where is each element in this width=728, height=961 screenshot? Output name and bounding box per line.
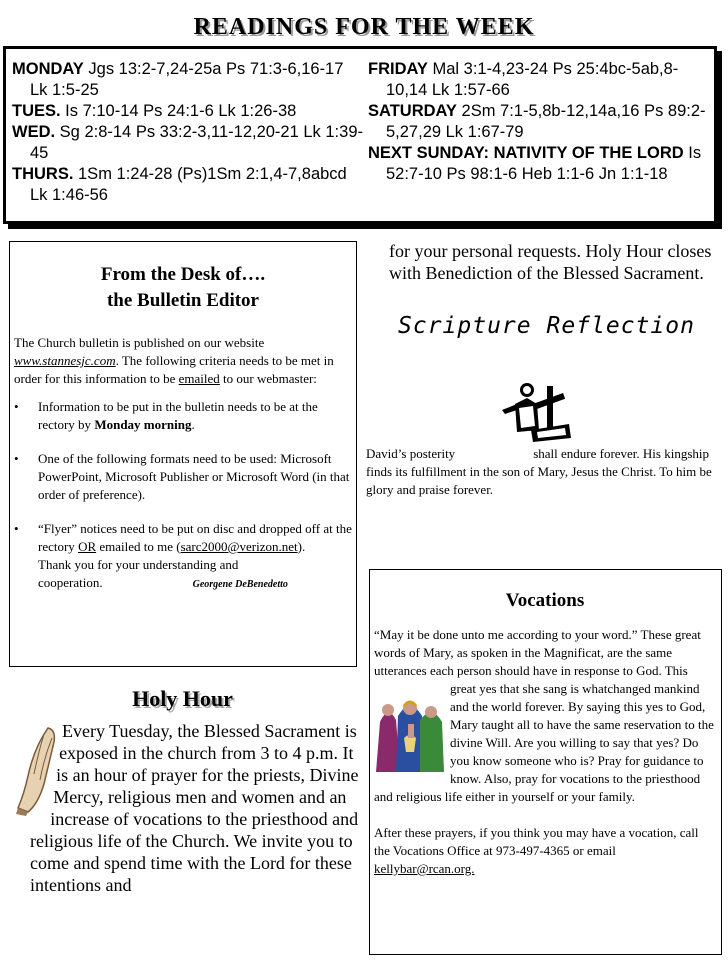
editor-box xyxy=(9,241,357,667)
vocations-title: Vocations xyxy=(505,590,585,611)
holy-family-clipart-icon xyxy=(374,682,446,776)
reading-text: 2Sm 7:1-5,8b-12,14a,16 Ps 89:2-5,27,29 Lk 1:67-79 xyxy=(386,102,706,141)
bullet-text: ). xyxy=(297,539,306,554)
reading-day: WED. xyxy=(12,123,56,141)
reading-monday xyxy=(12,59,364,101)
website-link[interactable]: www.stannesjc.com xyxy=(14,353,116,368)
bullet-text: Information to be put in the bulletin needs to be at the rectory by xyxy=(38,399,318,432)
list-item xyxy=(14,450,352,504)
reading-text: Mal 3:1-4,23-24 Ps 25:4bc-5ab,8-10,14 Lk 1:57-66 xyxy=(386,60,679,99)
reading-day: TUES. xyxy=(12,102,61,120)
readings-left-column xyxy=(12,59,364,206)
list-item xyxy=(14,398,352,434)
reflection-text-a: David’s posterity xyxy=(366,446,456,461)
vocations-text: “May it be done unto me according to your word.” These great words of Mary, as spoken in the Magnificat, are the same utterances each person should have in response to God. This great yes that she sang is what xyxy=(374,627,701,696)
editor-title-line1: From the Desk of…. xyxy=(100,264,266,285)
reading-tuesday xyxy=(12,101,364,122)
editor-title-line2: the Bulletin Editor xyxy=(106,290,259,311)
intro-text: to our webmaster: xyxy=(219,371,317,386)
editor-intro xyxy=(14,334,352,388)
reading-saturday xyxy=(368,101,708,143)
reading-day: MONDAY xyxy=(12,60,84,78)
list-item xyxy=(14,520,352,594)
bullet-text: emailed to me ( xyxy=(96,539,181,554)
signature: Georgene DeBenedetto xyxy=(192,579,288,590)
jesus-cross-clipart-icon xyxy=(497,380,573,446)
reading-friday xyxy=(368,59,708,101)
reading-text: Is 7:10-14 Ps 24:1-6 Lk 1:26-38 xyxy=(60,102,297,120)
reading-text: Sg 2:8-14 Ps 33:2-3,11-12,20-21 Lk 1:39-45 xyxy=(30,123,363,162)
reflection-title: Scripture Reflection xyxy=(398,313,695,339)
vocations-text: changed mankind and the world forever. By saying this yes to God, Mary taught all to have the same reservation to the divine Will. Are you willing to say that yes? Do you know someone who is? Pray for guidance to know. Also, pray for vocations to the priesthood and religious life either in yourself or your family. xyxy=(374,681,714,804)
vocations-para2 xyxy=(374,824,716,878)
reading-text: Is 52:7-10 Ps 98:1-6 Heb 1:1-6 Jn 1:1-18 xyxy=(386,144,702,183)
reflection-text xyxy=(366,445,716,499)
reading-text: 1Sm 1:24-28 (Ps)1Sm 2:1,4-7,8abcd Lk 1:46-56 xyxy=(30,165,347,204)
thanks-text: Thank you for your understanding and cooperation. xyxy=(38,557,239,590)
vocations-box xyxy=(369,569,722,955)
reading-text: Jgs 13:2-7,24-25a Ps 71:3-6,16-17 Lk 1:5-25 xyxy=(30,60,344,99)
intro-text: . The following criteria needs to be met in order for this information to be xyxy=(14,353,334,386)
holy-hour-continuation: for your personal requests. Holy Hour closes with Benediction of the Blessed Sacrament. xyxy=(389,241,712,283)
holy-hour-body: Every Tuesday, the Blessed Sacrament is exposed in the church from 3 to 4 p.m. It is an hour of prayer for the priests, Divine Mercy, religious men and women and an increase of vocations to the priesthood and religious life of the Church. We invite you to come and spend time with the Lord for these intentions and xyxy=(30,721,359,895)
or-word: OR xyxy=(78,539,97,554)
vocations-para1 xyxy=(374,626,716,806)
vocations-text: After these prayers, if you think you may have a vocation, call the Vocations Office at 973-497-4365 or email xyxy=(374,825,699,858)
reading-thursday xyxy=(12,164,364,206)
vocations-email-link[interactable]: kellybar@rcan.org. xyxy=(374,861,475,876)
editor-email-link[interactable]: sarc2000@verizon.net xyxy=(180,539,298,554)
bullet-text: One of the following formats need to be used: Microsoft PowerPoint, Microsoft Publisher or Microsoft Word (in that order of preference). xyxy=(38,451,350,502)
holy-hour-title: Holy Hour xyxy=(132,686,233,711)
reflection-text-b: shall endure forever. His kingship finds its fulfillment in the son of Mary, Jesus the Christ. To him be glory and praise forever. xyxy=(366,446,712,497)
editor-title xyxy=(14,262,352,314)
page-title: READINGS FOR THE WEEK xyxy=(193,14,535,40)
reading-day: SATURDAY xyxy=(368,102,457,120)
deadline-text: Monday morning xyxy=(94,417,192,432)
readings-box xyxy=(3,46,717,224)
bullet-text: . xyxy=(191,417,195,432)
reading-next-sunday xyxy=(368,143,708,185)
reading-day: NEXT SUNDAY: NATIVITY OF THE LORD xyxy=(368,144,684,162)
reading-day: THURS. xyxy=(12,165,74,183)
emailed-word: emailed xyxy=(178,371,220,386)
bullet-text: “Flyer” notices need to be put on disc and dropped off at the rectory xyxy=(38,521,352,554)
intro-text: The Church bulletin is published on our website xyxy=(14,335,265,350)
reading-wednesday xyxy=(12,122,364,164)
readings-right-column xyxy=(368,59,708,185)
criteria-list xyxy=(14,398,352,594)
reading-day: FRIDAY xyxy=(368,60,428,78)
holy-hour-text xyxy=(30,720,363,896)
